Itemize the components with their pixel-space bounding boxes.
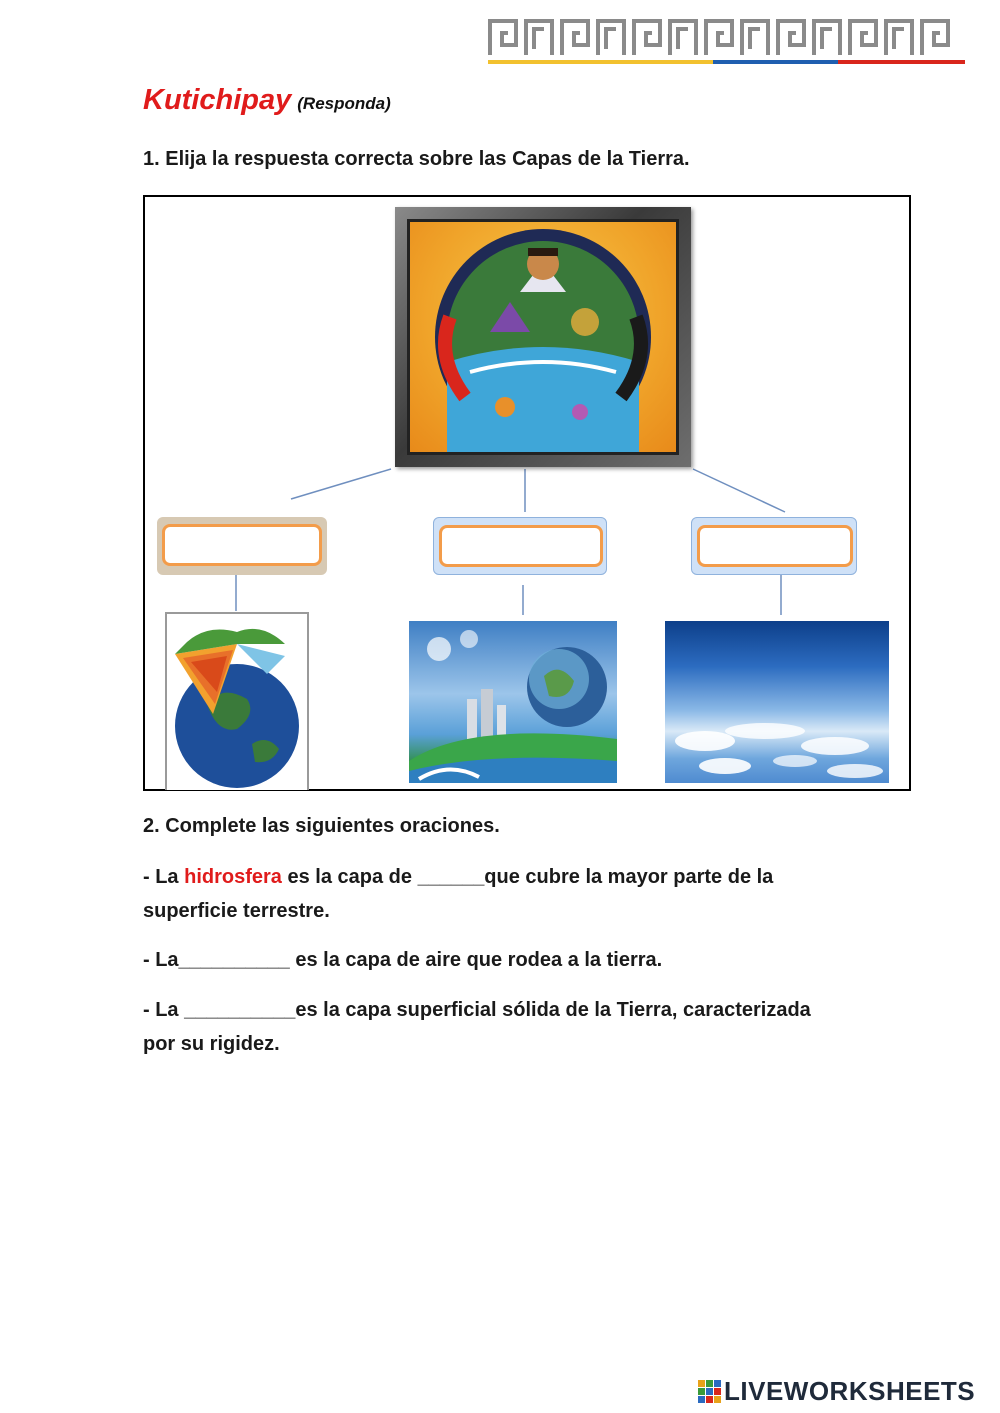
hidrosfera-highlight: hidrosfera (184, 866, 282, 888)
sentence-2: - La__________ es la capa de aire que rodea a la tierra. (143, 949, 663, 971)
header-border-decoration (488, 15, 965, 67)
answer-input-3[interactable] (697, 525, 853, 567)
sentence-3-line-1: - La __________es la capa superficial sólida de la Tierra, caracterizada (143, 999, 811, 1021)
answer-input-1[interactable] (162, 524, 322, 566)
sentence-3-line-2: por su rigidez. (143, 1033, 280, 1055)
central-artwork-frame (395, 207, 691, 467)
sentence-1 (143, 860, 773, 928)
page-subtitle: (Responda) (297, 94, 391, 113)
pachamama-earth-art-icon (407, 219, 679, 455)
sentence-1-line-2: superficie terrestre. (143, 900, 330, 922)
answer-box-2 (433, 517, 607, 575)
liveworksheets-logo (698, 1376, 975, 1407)
liveworksheets-grid-icon (698, 1379, 722, 1405)
answer-box-1 (157, 517, 327, 575)
sentence-1-middle: es la capa de ______que cubre la mayor parte de la (281, 866, 774, 888)
question-1-text: 1. Elija la respuesta correcta sobre las Capas de la Tierra. (143, 148, 690, 170)
sentence-3 (143, 993, 811, 1061)
question-2-text: 2. Complete las siguientes oraciones. (143, 815, 500, 837)
earth-layers-cutaway-icon (165, 612, 309, 790)
title-line (143, 84, 391, 117)
answer-input-2[interactable] (439, 525, 603, 567)
footer-brand: LIVEWORKSHEETS (724, 1376, 976, 1406)
sentence-1-prefix: - La (143, 866, 185, 888)
answer-box-3 (691, 517, 857, 575)
page-title: Kutichipay (143, 84, 292, 116)
atmosphere-clouds-sky-icon (665, 621, 889, 783)
earth-layers-diagram (143, 195, 911, 791)
hydrosphere-globe-water-icon (409, 621, 617, 783)
